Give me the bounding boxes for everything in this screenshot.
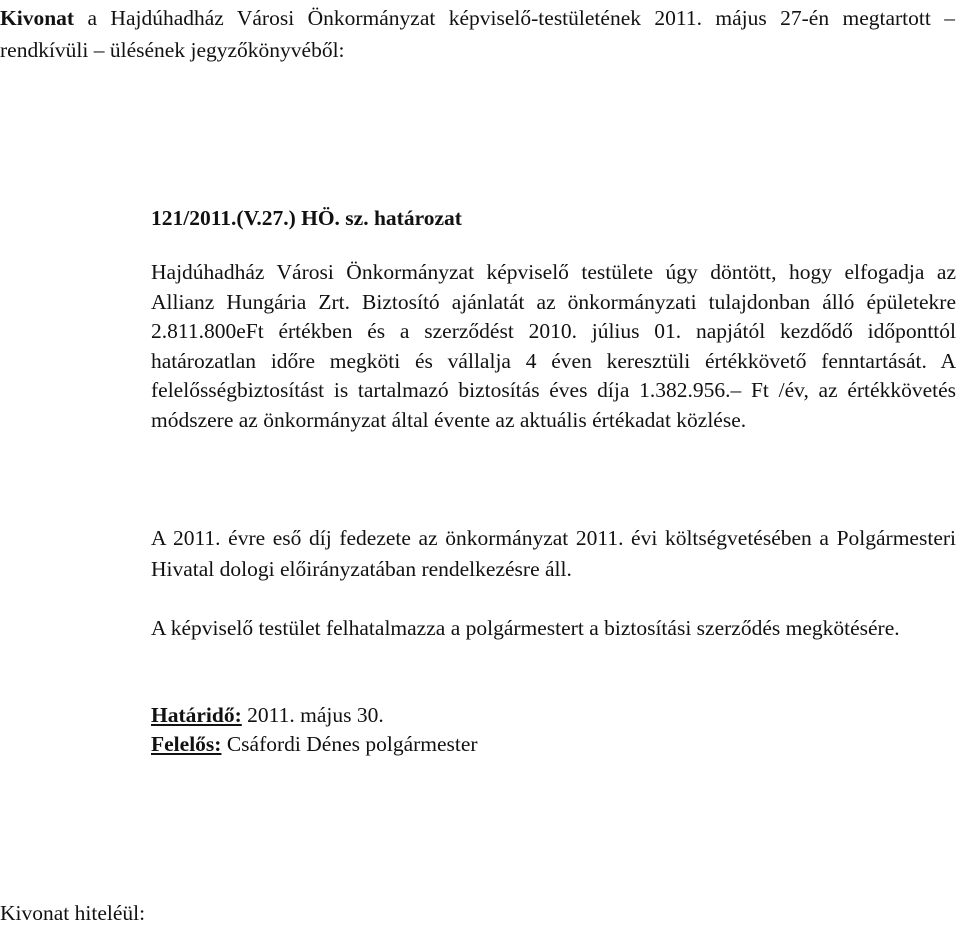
deadline-label: Határidő: <box>151 703 242 727</box>
document-header <box>0 2 955 66</box>
footer-certification: Kivonat hiteléül: <box>0 901 146 925</box>
deadline-value: 2011. május 30. <box>241 703 384 727</box>
resolution-paragraph-2: A 2011. évre eső díj fedezete az önkormányzat 2011. évi költségvetésében a Polgármesteri Hivatal dologi előirányzatában rendelkezésre áll. <box>151 526 956 581</box>
responsible-value: Csáfordi Dénes polgármester <box>221 732 478 756</box>
resolution-paragraph-1: Hajdúhadház Városi Önkormányzat képviselő testülete úgy döntött, hogy elfogadja az Allianz Hungária Zrt. Biztosító ajánlatát az önkormányzati tulajdonban álló épületekre 2.811.800eFt értékben és a szerződést 2010. július 01. napjától kezdődő időponttól határozatlan időre megköti és vállalja 4 éven keresztüli értékkövető fenntartását. A felelősségbiztosítást is tartalmazó biztosítás éves díja 1.382.956.– Ft /év, az értékkövetés módszere az önkormányzat által évente az aktuális értékadat közlése. <box>151 260 956 432</box>
resolution-number: 121/2011.(V.27.) HÖ. sz. határozat <box>151 206 462 230</box>
header-text: a Hajdúhadház Városi Önkormányzat képviselő-testületének 2011. május 27-én megtartott – rendkívüli – ülésének jegyzőkönyvéből: <box>0 6 955 62</box>
resolution-paragraph-3: A képviselő testület felhatalmazza a polgármestert a biztosítási szerződés megkötésére. <box>151 616 900 640</box>
header-lead: Kivonat <box>0 6 75 30</box>
responsible-line <box>151 729 478 760</box>
responsible-label: Felelős: <box>151 732 222 756</box>
deadline-line <box>151 700 384 731</box>
